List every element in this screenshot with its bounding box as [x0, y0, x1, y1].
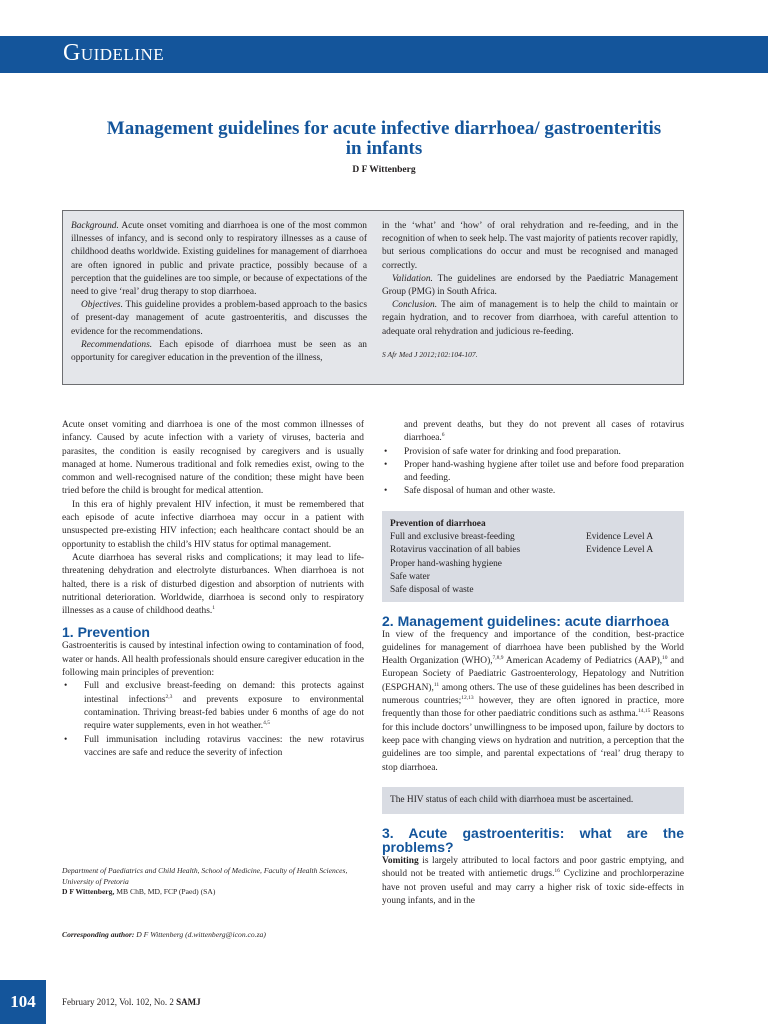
evidence-level: Evidence Level A	[586, 532, 654, 543]
page-number: 104	[0, 980, 46, 1024]
prevention-list-continued	[382, 419, 684, 499]
bullet-icon: •	[384, 459, 388, 470]
lead-term: Vomiting	[382, 856, 419, 867]
hiv-callout-box: The HIV status of each child with diarrhoea must be ascertained.	[382, 787, 684, 814]
reference-marker: 6	[441, 432, 445, 439]
abstract-label: Recommendations.	[81, 339, 153, 350]
body-text: In view of the frequency and importance of the condition, best-practice guidelines for management of diarrhoea have been published by the World Health Organization (WHO),	[382, 629, 684, 667]
box-item: Rotavirus vaccination of all babies	[390, 545, 521, 556]
reference-marker: 16	[554, 868, 560, 875]
abstract-paragraph	[71, 220, 367, 299]
abstract-text: in the ‘what’ and ‘how’ of oral rehydration and re-feeding, and in the recognition of when to seek help. The vast majority of patients recover rapidly, but serious complications do occur and must be recognised and managed correctly.	[382, 221, 679, 271]
body-text: Acute diarrhoea has several risks and complications; it may lead to life-threatening dehydration and electrolyte disturbances. When diarrhoea is not halted, there is a risk of disturbed digestion and absorption of nutrients with nutritional deterioration. Worldwide, diarrhoea is second only to respiratory illnesses as a cause of childhood deaths.	[62, 552, 364, 617]
body-text: and European Society of Paediatric Gastroenterology, Hepatology and Nutrition (ESPGHAN),	[382, 656, 684, 693]
reference-marker: 11	[433, 681, 440, 688]
body-paragraph	[382, 855, 684, 908]
list-item	[382, 419, 684, 446]
bullet-icon: •	[384, 486, 388, 497]
list-text: and prevent deaths, but they do not prevent all cases of rotavirus diarrhoea.	[404, 420, 684, 444]
list-text: Proper hand-washing hygiene after toilet use and before food preparation and feeding.	[404, 459, 684, 484]
reference-marker: 2,3	[165, 693, 173, 700]
box-item: Safe water	[390, 571, 430, 582]
bullet-icon: •	[64, 734, 68, 745]
box-item: Proper hand-washing hygiene	[390, 558, 502, 569]
box-item: Full and exclusive breast-feeding	[390, 532, 515, 543]
abstract-paragraph	[71, 339, 367, 365]
abstract-label: Validation.	[392, 273, 433, 284]
reference-marker: 12,13	[461, 694, 474, 701]
abstract-text: The aim of management is to help the child to maintain or regain hydration, and to recover from diarrhoea, with careful attention to adequate oral rehydration and judicious re-feeding.	[382, 300, 678, 337]
list-text: Full and exclusive breast-feeding on demand: this protects against intestinal infections	[84, 681, 364, 705]
author-name: D F Wittenberg,	[62, 887, 115, 896]
abstract-text: The guidelines are endorsed by the Paediatric Management Group (PMG) in South Africa.	[382, 273, 678, 298]
reference-marker: 4,5	[263, 720, 270, 727]
author-credentials	[62, 887, 362, 898]
reference-marker: 7,8,9	[492, 655, 504, 662]
body-paragraph	[382, 629, 684, 775]
list-item	[62, 734, 364, 761]
list-item	[382, 459, 684, 486]
reference-marker: 14,15	[638, 708, 651, 715]
abstract-text: This guideline provides a problem-based approach to the basics of present-day management of acute gastroenteritis, and discusses the evidence for the recommendations.	[71, 300, 367, 337]
issue-text: February 2012, Vol. 102, No. 2	[62, 997, 177, 1007]
box-row	[390, 558, 676, 571]
body-text: Reasons for this include doctors’ unwillingness to be imposed upon, failure by doctors to keep pace with changing views on hydration and nutrition, a perception that the guidelines are too simple, and parental expectations of ‘real’ drug therapy to stop diarrhoea.	[382, 709, 685, 773]
abstract-paragraph	[382, 273, 678, 299]
body-text: American Academy of Pediatrics (AAP),	[503, 656, 663, 667]
abstract-paragraph	[382, 220, 678, 273]
evidence-level: Evidence Level A	[586, 545, 654, 556]
box-row	[390, 571, 676, 584]
footnotes	[62, 866, 362, 940]
box-row	[390, 584, 676, 597]
body-paragraph: Acute onset vomiting and diarrhoea is one of the most common illnesses of infancy. Caused by acute infection with a variety of viruses, bacteria and parasites, the condition is easily recognised by caregivers and is usually managed at home. Numerous traditional and folk remedies exist, owing to the common and well-recognised nature of the condition; these might have been tried before the child is brought for medical attention.	[62, 420, 364, 497]
list-text: Full immunisation including rotavirus vaccines: the new rotavirus vaccines are safe and reduce the severity of infection	[84, 734, 364, 758]
box-item: Safe disposal of waste	[390, 585, 474, 596]
abstract-box	[62, 210, 684, 385]
corresponding-text: D F Wittenberg (d.wittenberg@icon.co.za)	[134, 929, 266, 939]
body-text: however, they are often ignored in practice, more frequently than those for other paediatric conditions such as asthma.	[382, 696, 684, 720]
section-heading-management: 2. Management guidelines: acute diarrhoea	[382, 612, 670, 629]
journal-citation: S Afr Med J 2012;102:104-107.	[382, 349, 478, 359]
list-item	[382, 485, 684, 498]
abstract-right-column	[382, 220, 678, 361]
abstract-label: Objectives.	[81, 300, 123, 311]
abstract-label: Conclusion.	[392, 300, 438, 311]
bullet-icon: •	[64, 681, 68, 692]
prevention-evidence-box	[382, 511, 684, 602]
journal-name: SAMJ	[176, 997, 201, 1007]
evidence-level	[586, 558, 676, 571]
corresponding-label: Corresponding author:	[62, 929, 135, 939]
reference-marker: 10	[662, 655, 668, 662]
body-paragraph: In this era of highly prevalent HIV infection, it must be remembered that each episode of acute infective diarrhoea may occur in a patient with unsuspected pre-existing HIV infection; each healthcare contact should be an opportunity to establish the child’s HIV status for optimal management.	[62, 499, 364, 550]
box-heading: Prevention of diarrhoea	[390, 518, 486, 529]
abstract-text: Acute onset vomiting and diarrhoea is one of the most common illnesses of infancy, and is second only to respiratory illnesses as a cause of childhood deaths worldwide. Existing guidelines for management of diarrhoea are often ignored in public and private practice, possibly because of a perception that the guidelines are too simple, or because of expectations of the need to give ‘real’ drug therapy to stop diarrhoea.	[71, 221, 367, 298]
author-affiliation: Department of Paediatrics and Child Health, School of Medicine, Faculty of Health Sciences, University of Pretoria	[62, 866, 348, 886]
reference-marker: 1	[212, 605, 215, 612]
body-text: Cyclizine and prochlorperazine have not proven useful and may carry a higher risk of toxic side-effects in young infants, and in the	[382, 869, 684, 907]
author-qualifications: MB ChB, MD, FCP (Paed) (SA)	[114, 887, 216, 896]
evidence-level	[586, 584, 676, 597]
bullet-icon: •	[384, 446, 388, 457]
list-item	[62, 680, 364, 733]
issue-info	[62, 997, 201, 1007]
section-heading-problems: 3. Acute gastroenteritis: what are the problems?	[382, 825, 684, 856]
body-right-column	[382, 419, 684, 908]
body-paragraph: Gastroenteritis is caused by intestinal infection owing to contamination of food, water or hands. All health professionals should ensure caregiver education in the following main principles of prevention:	[62, 641, 364, 679]
prevention-list	[62, 680, 364, 760]
abstract-label: Background.	[71, 221, 119, 231]
article-title: Management guidelines for acute infective diarrhoea/ gastroenteritis in infants	[106, 118, 662, 159]
page-footer	[0, 980, 768, 1024]
abstract-paragraph	[382, 299, 678, 339]
evidence-level	[586, 571, 676, 584]
corresponding-author	[62, 930, 362, 941]
box-row	[390, 544, 676, 557]
list-text: Safe disposal of human and other waste.	[404, 486, 556, 497]
section-label: Guideline	[63, 40, 165, 66]
list-text: and prevents exposure to environmental contamination. Thriving breast-fed babies under 6 months of age do not require water supplements, even in hot weather.	[84, 694, 364, 732]
body-paragraph	[62, 552, 364, 618]
list-item	[382, 446, 684, 459]
body-left-column	[62, 419, 364, 760]
list-text: Provision of safe water for drinking and food preparation.	[404, 446, 621, 457]
abstract-left-column	[71, 220, 367, 365]
section-heading-prevention: 1. Prevention	[62, 624, 150, 641]
box-row	[390, 531, 676, 544]
body-text: is largely attributed to local factors and poor gastric emptying, and should not be treated with antiemetic drugs.	[382, 856, 684, 880]
abstract-text: Each episode of diarrhoea must be seen as an opportunity for caregiver education in the prevention of the illness,	[71, 339, 367, 364]
abstract-paragraph	[71, 299, 367, 339]
article-author: D F Wittenberg	[352, 165, 416, 175]
header-banner	[0, 36, 768, 73]
body-text: among others. The use of these guidelines has been described in numerous countries;	[382, 682, 684, 707]
